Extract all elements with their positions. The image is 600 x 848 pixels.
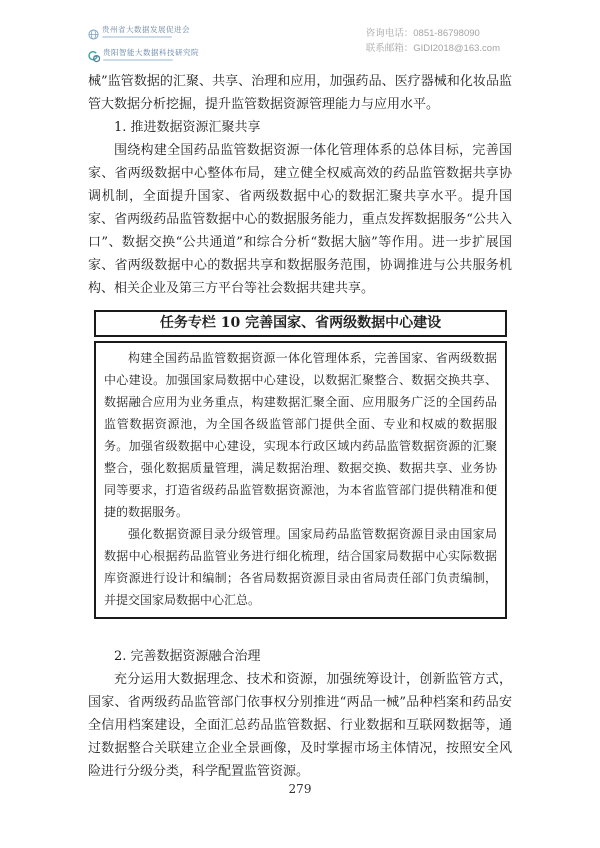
logo-row-association <box>88 25 199 44</box>
task-box-paragraph-2: 强化数据资源目录分级管理。国家局药品监管数据资源目录由国家局数据中心根据药品监管业务进行细化梳理，结合国家局数据中心实际数据库资源进行设计和编制；各省局数据资源目录由省局责任部门负责编制，并提交国家局数据中心汇总。 <box>104 527 497 607</box>
task-box-body <box>94 341 507 619</box>
globe-icon <box>88 25 99 44</box>
logo-institute-texts <box>103 48 199 61</box>
task-box-title: 任务专栏 10 完善国家、省两级数据中心建设 <box>94 310 507 337</box>
logo-institute-subtitle-blur <box>103 59 173 61</box>
logo-association-label: 贵州省大数据发展促进会 <box>102 25 190 34</box>
contact-info <box>366 26 500 56</box>
logo-association-texts <box>102 25 190 38</box>
contact-email: 联系邮箱：GIDI2018@163.com <box>365 43 500 54</box>
task-box <box>94 310 507 619</box>
document-body <box>88 70 512 783</box>
section-2-heading: 2. 完善数据资源融合治理 <box>114 649 261 664</box>
logo-institute-label: 贵阳智能大数据科技研究院 <box>103 48 199 57</box>
section-2-paragraph: 充分运用大数据理念、技术和资源，加强统筹设计，创新监管方式，国家、省两级药品监管部门依事权分别推进“两品一械”品种档案和药品安全信用档案建设，全面汇总药品监管数据、行业数据和互联网数据等，通过数据整合关联建立企业全景画像，及时掌握市场主体情况，按照安全风险进行分级分类，科学配置监管资源。 <box>88 672 512 779</box>
task-box-paragraph-1: 构建全国药品监管数据资源一体化管理体系，完善国家、省两级数据中心建设。加强国家局数据中心建设，以数据汇聚整合、数据交换共享、数据融合应用为业务重点，构建数据汇聚全面、应用服务广泛的全国药品监管数据资源池，为全国各级监管部门提供全面、专业和权威的数据服务。加强省级数据中心建设，实现本行政区域内药品监管数据资源的汇聚整合，强化数据质量管理，满足数据治理、数据交换、数据共享、业务协同等要求，打造省级药品监管数据资源池，为本省监管部门提供精准和便捷的数据服务。 <box>104 351 497 519</box>
section-1-paragraph: 围绕构建全国药品监管数据资源一体化管理体系的总体目标，完善国家、省两级数据中心整体布局，建立健全权威高效的药品监管数据共享协调机制，全面提升国家、省两级数据中心的数据汇聚共享水平。提升国家、省两级药品监管数据中心的数据服务能力，重点发挥数据服务“公共入口”、数据交换“公共通道”和综合分析“数据大脑”等作用。进一步扩展国家、省两级数据中心的数据共享和数据服务范围，协调推进与公共服务机构、相关企业及第三方平台等社会数据共建共享。 <box>88 143 512 296</box>
continuation-paragraph: 械”监管数据的汇聚、共享、治理和应用，加强药品、医疗器械和化妆品监管大数据分析挖掘，提升监管数据资源管理能力与应用水平。 <box>88 74 512 112</box>
header-logo-group <box>88 25 199 71</box>
logo-row-institute <box>88 48 199 67</box>
section-1-heading: 1. 推进数据资源汇聚共享 <box>114 120 261 135</box>
go-monogram-icon <box>88 48 100 67</box>
contact-phone: 咨询电话：0851-86798090 <box>365 28 480 39</box>
page-number: 279 <box>288 782 312 796</box>
logo-association-subtitle-blur <box>102 36 172 38</box>
